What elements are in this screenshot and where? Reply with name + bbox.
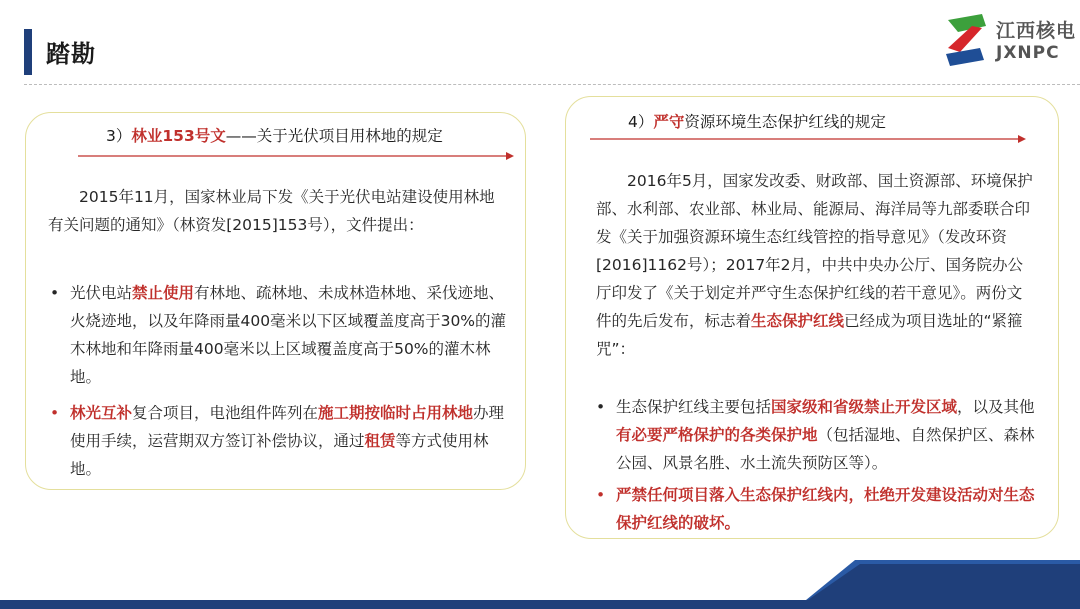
list-item: • 严禁任何项目落入生态保护红线内，杜绝开发建设活动对生态保护红线的破坏。 — [594, 481, 1044, 537]
logo-mark-icon — [942, 12, 992, 68]
heading-arrow-icon — [590, 134, 1026, 144]
heading-text: ——关于光伏项目用林地的规定 — [225, 127, 443, 145]
heading-highlight: 严守 — [653, 113, 685, 131]
card-heading — [628, 110, 886, 132]
header-divider — [24, 84, 1080, 85]
heading-highlight: 林业153号文 — [131, 127, 226, 145]
logo-english-name: JXNPC — [996, 43, 1060, 63]
footer-band — [0, 540, 1080, 609]
logo-chinese-name: 江西核电 — [996, 20, 1077, 42]
page-title: 踏勘 — [46, 40, 96, 68]
bullet-icon: • — [596, 486, 606, 504]
card-heading — [106, 124, 443, 146]
intro-paragraph: 2016年5月，国家发改委、财政部、国土资源部、环境保护部、水利部、农业部、林业局、能源局、海洋局等九部委联合印发《关于加强资源环境生态红线管控的指导意见》（发改环资[2016]1162号）；2017年2月，中共中央办公厅、国务院办公厅印发了《关于划定并严守生态保护红线的若干意见》。两份文件的先后发布，标志着生态保护红线已经成为项目选址的“紧箍咒”： — [596, 172, 1033, 358]
heading-number: 3） — [106, 127, 132, 145]
intro-text: 2015年11月，国家林业局下发《关于光伏电站建设使用林地有关问题的通知》（林资发[2015]153号），文件提出： — [48, 188, 495, 234]
list-item: • 林光互补复合项目，电池组件阵列在施工期按临时占用林地办理使用手续，运营期双方签订补偿协议，通过租赁等方式使用林地。 — [48, 399, 508, 483]
heading-arrow-icon — [78, 151, 514, 161]
heading-text: 资源环境生态保护红线的规定 — [684, 113, 886, 131]
bullet-icon: • — [50, 284, 60, 302]
heading-number: 4） — [628, 113, 654, 131]
bullet-icon: • — [596, 398, 606, 416]
rule-list — [594, 393, 1044, 537]
intro-paragraph — [48, 183, 508, 239]
title-accent-bar — [24, 29, 32, 75]
company-logo — [942, 10, 1080, 72]
rule-list — [48, 279, 508, 483]
forestry-regulation-card — [25, 112, 526, 490]
list-item: • 光伏电站禁止使用有林地、疏林地、未成林造林地、采伐迹地、火烧迹地，以及年降雨量400毫米以下区域覆盖度高于30%的灌木林地和年降雨量400毫米以上区域覆盖度高于50%的灌木林地。 — [48, 279, 508, 391]
bullet-icon: • — [50, 404, 60, 422]
list-item: • 生态保护红线主要包括国家级和省级禁止开发区域，以及其他有必要严格保护的各类保护地（包括湿地、自然保护区、森林公园、风景名胜、水土流失预防区等）。 — [594, 393, 1044, 477]
ecological-redline-card — [565, 96, 1059, 539]
